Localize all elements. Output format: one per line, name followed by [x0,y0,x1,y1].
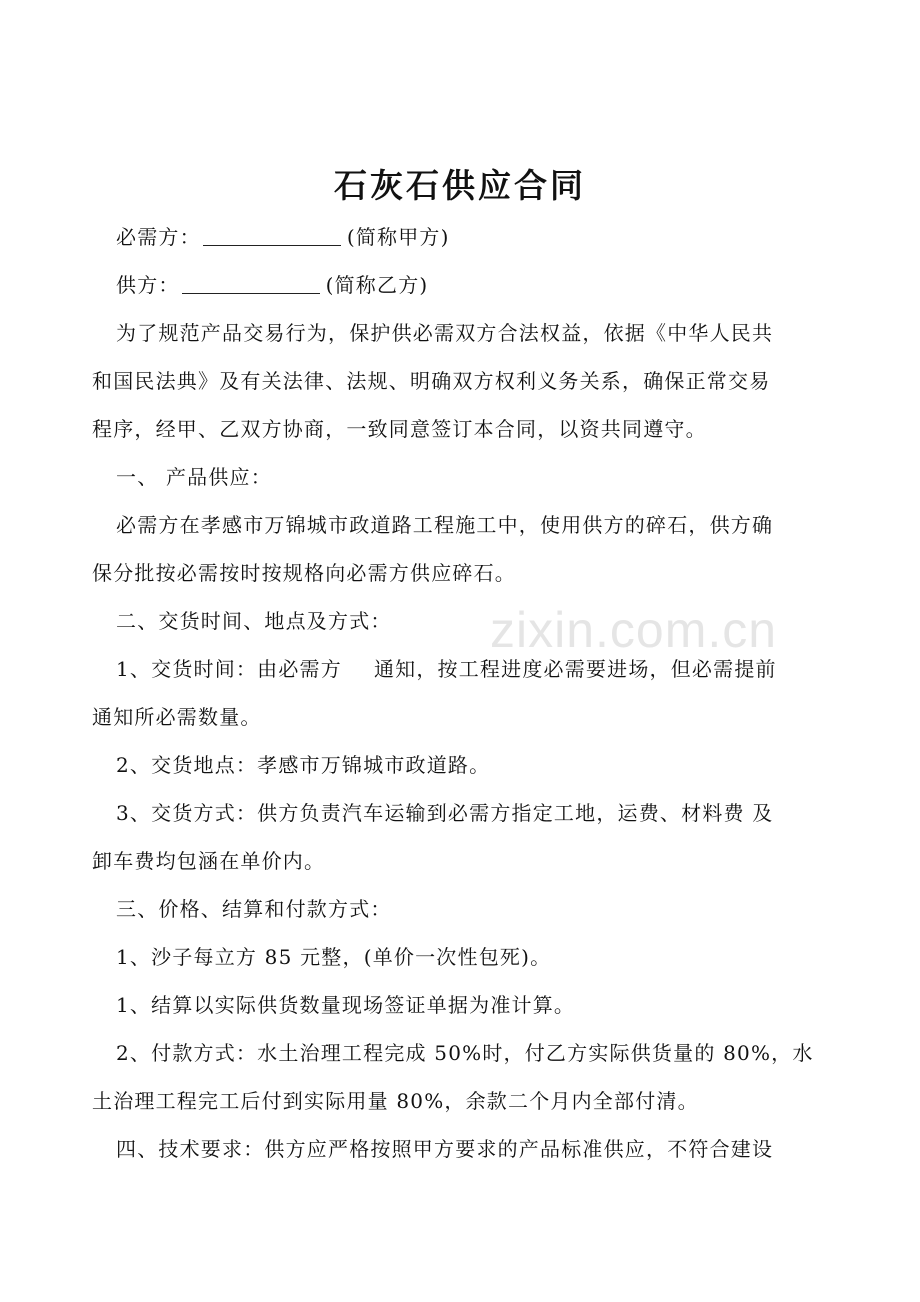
section-4-line-1: 四、技术要求：供方应严格按照甲方要求的产品标准供应，不符合建设 [116,1137,774,1161]
section-2-item-3: 3、交货方式：供方负责汽车运输到必需方指定工地，运费、材料费 及 [116,801,774,825]
section-2-item-1 [116,654,856,684]
section-3-item-1: 1、沙子每立方 85 元整，(单价一次性包死)。 [116,945,552,969]
party-a-label: 必需方： [116,225,201,249]
section-2-item-2: 2、交货地点：孝感市万锦城市政道路。 [116,753,491,777]
section-3-item-2: 1、结算以实际供货数量现场签证单据为准计算。 [116,993,576,1017]
section-1-heading: 一、 产品供应： [116,465,272,489]
party-a-line [116,222,856,252]
party-b-label: 供方： [116,273,180,297]
section-3-item-3-cont: 土治理工程完工后付到实际用量 80%，余款二个月内全部付清。 [92,1089,699,1113]
section-3-heading: 三、价格、结算和付款方式： [116,897,392,921]
section-2-item-1-cont: 通知所必需数量。 [92,705,262,729]
section-2-heading: 二、交货时间、地点及方式： [116,609,392,633]
section-3-item-3: 2、付款方式：水土治理工程完成 50%时，付乙方实际供货量的 80%，水 [116,1041,814,1065]
section-2-item-3-cont: 卸车费均包涵在单价内。 [92,849,326,873]
section-1-line-2: 保分批按必需按时按规格向必需方供应碎石。 [92,561,516,585]
preamble-line-1: 为了规范产品交易行为，保护供必需双方合法权益，依据《中华人民共 [116,321,774,345]
party-b-suffix: (简称乙方) [325,273,429,297]
party-a-suffix: (简称甲方) [346,225,450,249]
party-a-blank[interactable] [203,225,341,246]
watermark: zixin.com.cn [490,602,778,658]
section-2-item-1-a: 1、交货时间：由必需方 [116,657,342,681]
preamble-line-2: 和国民法典》及有关法律、法规、明确双方权利义务关系，确保正常交易 [92,369,771,393]
party-b-line [116,270,856,300]
section-2-item-1-b: 通知，按工程进度必需要进场，但必需提前 [373,657,777,681]
section-1-line-1: 必需方在孝感市万锦城市政道路工程施工中，使用供方的碎石，供方确 [116,513,774,537]
party-b-blank[interactable] [182,273,320,294]
contract-title: 石灰石供应合同 [334,166,586,205]
preamble-line-3: 程序，经甲、乙双方协商，一致同意签订本合同，以资共同遵守。 [92,417,707,441]
